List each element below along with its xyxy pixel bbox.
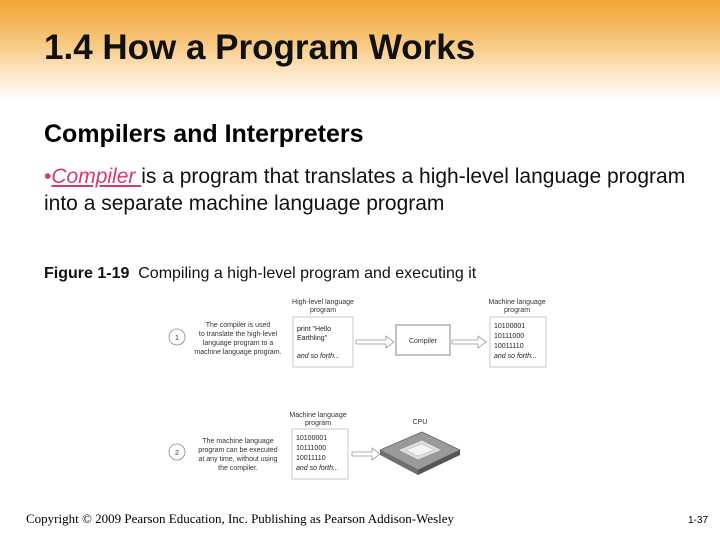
step2-desc-3: at any time, without using (198, 456, 278, 463)
step2-desc-2: program can be executed (198, 447, 278, 454)
figure-label: Figure 1-19 (44, 265, 130, 282)
output-line-4: and so forth... (494, 353, 537, 360)
step1-number: 1 (175, 335, 179, 342)
step2-desc-4: the compiler. (218, 465, 258, 472)
figure-caption (44, 265, 476, 283)
arrow-to-compiler (356, 336, 394, 348)
source-line-2: Earthling" (297, 335, 328, 342)
figure-caption-text: Compiling a high-level program and executing it (138, 265, 477, 282)
output-heading-1: Machine language (488, 299, 546, 306)
step1-desc-2: to translate the high-level (198, 331, 278, 338)
bullet-compiler (44, 163, 694, 217)
slide-subtitle: Compilers and Interpreters (44, 120, 364, 148)
arrow-to-output (452, 336, 486, 348)
compiler-label: Compiler (408, 338, 438, 345)
arrow-to-cpu (352, 448, 380, 460)
step2-desc-1: The machine language (202, 438, 274, 445)
output-heading-2: program (503, 307, 531, 314)
step2-number: 2 (175, 450, 179, 457)
program-heading-2: program (304, 420, 332, 427)
program-heading-1: Machine language (289, 412, 347, 419)
footer-copyright: Copyright © 2009 Pearson Education, Inc. Publishing as Pearson Addison-Wesley (26, 511, 455, 526)
bullet-text: is a program that translates a high-level language program into a separate machine language program (44, 165, 686, 215)
bullet-marker: • (44, 165, 52, 188)
source-line-1: print "Hello (297, 326, 331, 333)
program-line-4: and so forth... (296, 465, 339, 472)
source-heading-2: program (309, 307, 337, 314)
output-line-3: 10011110 (494, 343, 524, 350)
footer-page-number: 1-37 (688, 515, 709, 526)
compile-diagram (160, 292, 560, 492)
cpu-label: CPU (412, 419, 428, 426)
slide-title: 1.4 How a Program Works (44, 28, 476, 67)
program-line-3: 10011110 (296, 455, 326, 462)
source-heading-1: High-level language (292, 299, 354, 306)
program-line-1: 10100001 (296, 435, 328, 442)
cpu-chip-icon (380, 432, 460, 475)
output-line-1: 10100001 (494, 323, 526, 330)
source-line-4: and so forth... (297, 353, 340, 360)
step1-desc-3: language program to a (202, 340, 274, 347)
bullet-term: Compiler (51, 165, 142, 188)
step1-desc-1: The compiler is used (205, 322, 271, 329)
output-line-2: 10111000 (494, 333, 525, 340)
program-line-2: 10111000 (296, 445, 327, 452)
step1-desc-4: machine language program. (194, 349, 282, 356)
